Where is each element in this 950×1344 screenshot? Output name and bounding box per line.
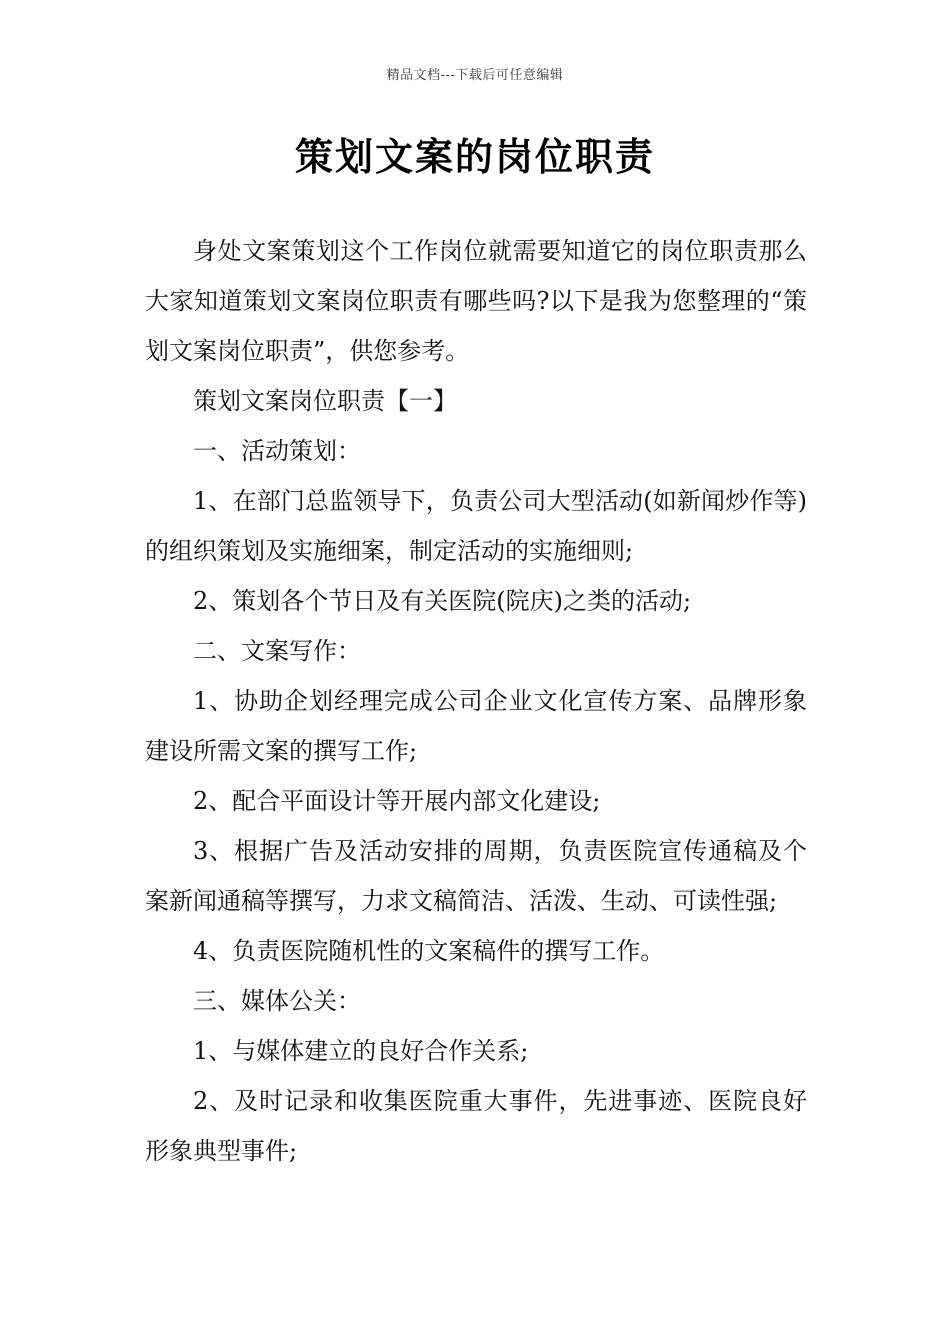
list-item: 4、负责医院随机性的文案稿件的撰写工作。 (193, 937, 665, 965)
list-item: 3、根据广告及活动安排的周期，负责医院宣传通稿及个案新闻通稿等撰写，力求文稿简洁、活泼、生动、可读性强; (145, 837, 807, 915)
list-item: 2、及时记录和收集医院重大事件，先进事迹、医院良好形象典型事件; (145, 1087, 807, 1165)
list-item: 2、策划各个节日及有关医院(院庆)之类的活动; (193, 587, 692, 615)
list-item: 2、配合平面设计等开展内部文化建设; (193, 787, 601, 815)
document-body (145, 226, 807, 1176)
section-heading-duties-1: 策划文案岗位职责【一】 (193, 387, 457, 415)
document-title: 策划文案的岗位职责 (294, 135, 655, 179)
page-header: 精品文档---下载后可任意编辑 (386, 68, 564, 83)
subheading-activity-planning: 一、活动策划： (193, 437, 361, 465)
subheading-copywriting: 二、文案写作： (193, 637, 361, 665)
list-item: 1、与媒体建立的良好合作关系; (193, 1037, 529, 1065)
list-item: 1、协助企划经理完成公司企业文化宣传方案、品牌形象建设所需文案的撰写工作; (145, 687, 807, 765)
list-item: 1、在部门总监领导下，负责公司大型活动(如新闻炒作等)的组织策划及实施细案，制定活动的实施细则; (145, 487, 807, 565)
subheading-media-pr: 三、媒体公关： (193, 987, 361, 1015)
intro-paragraph: 身处文案策划这个工作岗位就需要知道它的岗位职责那么大家知道策划文案岗位职责有哪些吗?以下是我为您整理的“策划文案岗位职责”，供您参考。 (145, 237, 807, 365)
